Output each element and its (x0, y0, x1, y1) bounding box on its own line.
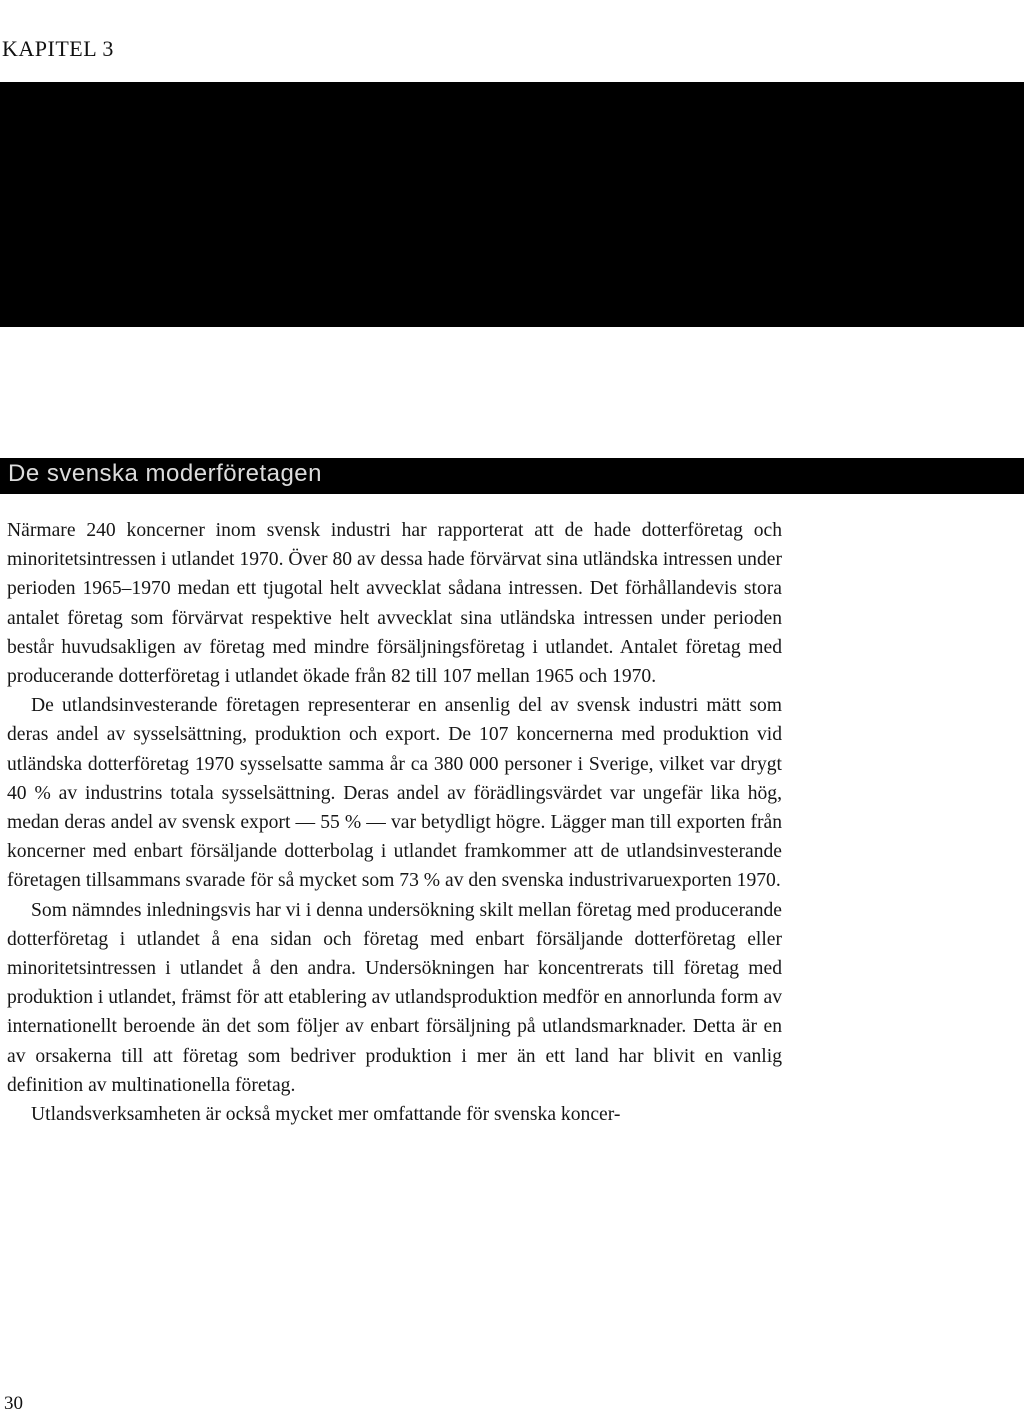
page-number: 30 (4, 1393, 23, 1414)
paragraph-2: De utlandsinvesterande företagen representerar en ansenlig del av svensk industri mätt som deras andel av sysselsättning, produktion och export. De 107 koncernerna med produktion vid utländska dotterföretag 1970 sysselsatte samma år ca 380 000 personer i Sverige, vilket var drygt 40 % av industrins totala sysselsättning. Deras andel av förädlingsvärdet var ungefär lika hög, medan deras andel av svensk export — 55 % — var betydligt högre. Lägger man till exporten från koncerner med enbart försäljande dotterbolag i utlandet framkommer att de utlandsinvesterande företagen tillsammans svarade för så mycket som 73 % av den svenska industrivaruexporten 1970. (7, 695, 782, 892)
title-band (0, 82, 1024, 327)
paragraph-4: Utlandsverksamheten är också mycket mer omfattande för svenska koncer- (31, 1104, 621, 1126)
section-heading: De svenska moderföretagen (8, 460, 322, 487)
paragraph-1: Närmare 240 koncerner inom svensk industri har rapporterat att de hade dotterföretag och minoritetsintressen i utlandet 1970. Över 80 av dessa hade förvärvat sina utländska intressen under perioden 1965–1970 medan ett tjugotal helt avvecklat sådana intressen. Det förhållandevis stora antalet företag som förvärvat respektive helt avvecklat sina utländska intressen under perioden består huvudsakligen av företag med mindre försäljningsföretag i utlandet. Antalet företag med producerande dotterföretag i utlandet ökade från 82 till 107 mellan 1965 och 1970. (7, 520, 782, 688)
paragraph-3: Som nämndes inledningsvis har vi i denna undersökning skilt mellan företag med producerande dotterföretag i utlandet å ena sidan och företag med enbart försäljande dotterföretag eller minoritetsintressen i utlandet å den andra. Undersökningen har koncentrerats till företag med produktion i utlandet, främst för att etablering av utlandsproduktion medför en annorlunda form av internationellt beroende än det som följer av enbart försäljning på utlandsmarknader. Detta är en av orsakerna till att företag som bedriver produktion i mer än ett land har blivit en vanlig definition av multinationella företag. (7, 899, 782, 1096)
chapter-label: KAPITEL 3 (2, 36, 114, 61)
body-text (7, 516, 782, 1129)
section-band (0, 458, 1024, 494)
